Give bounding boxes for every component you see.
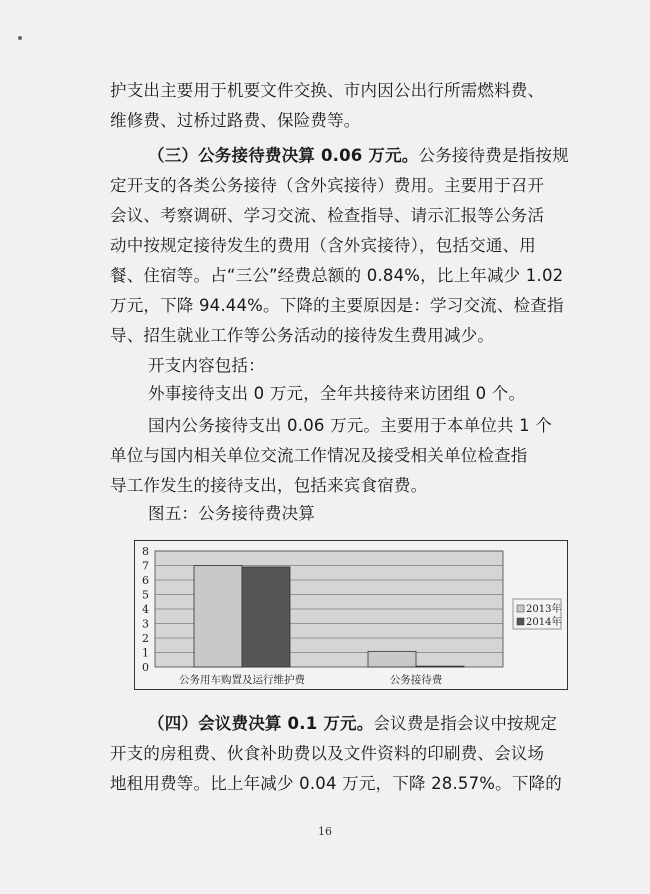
paragraph-text: 公务接待费是指按规: [418, 146, 569, 165]
y-tick-label: 7: [142, 559, 149, 573]
legend-label: 2013年: [526, 604, 562, 615]
section-three-heading: （三）公务接待费决算 0.06 万元。: [148, 146, 419, 165]
foreign-reception-line: 外事接待支出 0 万元，全年共接待来访团组 0 个。: [148, 384, 526, 403]
y-tick-label: 4: [142, 603, 149, 616]
paragraph-line: 餐、住宿等。占“三公”经费总额的 0.84%，比上年减少 1.02: [110, 266, 564, 285]
x-tick-label: 公务接待费: [389, 674, 443, 686]
legend-swatch: [517, 605, 524, 612]
y-tick-label: 8: [142, 545, 149, 558]
paragraph-line: 护支出主要用于机要文件交换、市内因公出行所需燃料费、: [110, 81, 545, 100]
figure-caption: 图五：公务接待费决算: [148, 504, 315, 523]
section-four-line: [148, 713, 608, 735]
y-tick-label: 0: [142, 661, 149, 674]
bar: [416, 666, 464, 667]
paragraph-line: 定开支的各类公务接待（含外宾接待）费用。主要用于召开: [110, 176, 545, 195]
y-tick-label: 5: [142, 588, 149, 602]
y-tick-label: 3: [142, 617, 149, 631]
paragraph-line: 导、招生就业工作等公务活动的接待发生费用减少。: [110, 326, 495, 345]
scan-speck: [18, 36, 22, 40]
paragraph-line: 万元，下降 94.44%。下降的主要原因是：学习交流、检查指: [110, 296, 564, 315]
paragraph-line: 维修费、过桥过路费、保险费等。: [110, 111, 361, 130]
legend-label: 2014年: [526, 617, 562, 628]
paragraph-line: 动中按规定接待发生的费用（含外宾接待），包括交通、用: [110, 236, 536, 255]
paragraph-text: 会议费是指会议中按规定: [373, 714, 558, 733]
section-three-line: [148, 145, 608, 167]
chart-svg: [135, 541, 567, 689]
x-tick-label: 公务用车购置及运行维护费: [179, 674, 305, 686]
page-number: 16: [318, 825, 332, 838]
y-tick-label: 6: [142, 574, 149, 587]
paragraph-line: 地租用费等。比上年减少 0.04 万元，下降 28.57%。下降的: [110, 774, 562, 793]
content-intro: 开支内容包括：: [148, 356, 265, 375]
reception-fee-chart: [134, 540, 568, 690]
bar: [242, 567, 290, 667]
legend-swatch: [517, 618, 524, 625]
paragraph-line: 会议、考察调研、学习交流、检查指导、请示汇报等公务活: [110, 206, 545, 225]
y-tick-label: 1: [142, 646, 149, 660]
section-four-heading: （四）会议费决算 0.1 万元。: [148, 714, 374, 733]
bar: [368, 651, 416, 667]
bar: [194, 566, 242, 668]
paragraph-line: 导工作发生的接待支出，包括来宾食宿费。: [110, 476, 428, 495]
paragraph-line: 开支的房租费、伙食补助费以及文件资料的印刷费、会议场: [110, 744, 545, 763]
domestic-reception-line: 国内公务接待支出 0.06 万元。主要用于本单位共 1 个: [148, 416, 553, 435]
y-tick-label: 2: [142, 632, 149, 645]
paragraph-line: 单位与国内相关单位交流工作情况及接受相关单位检查指: [110, 446, 528, 465]
